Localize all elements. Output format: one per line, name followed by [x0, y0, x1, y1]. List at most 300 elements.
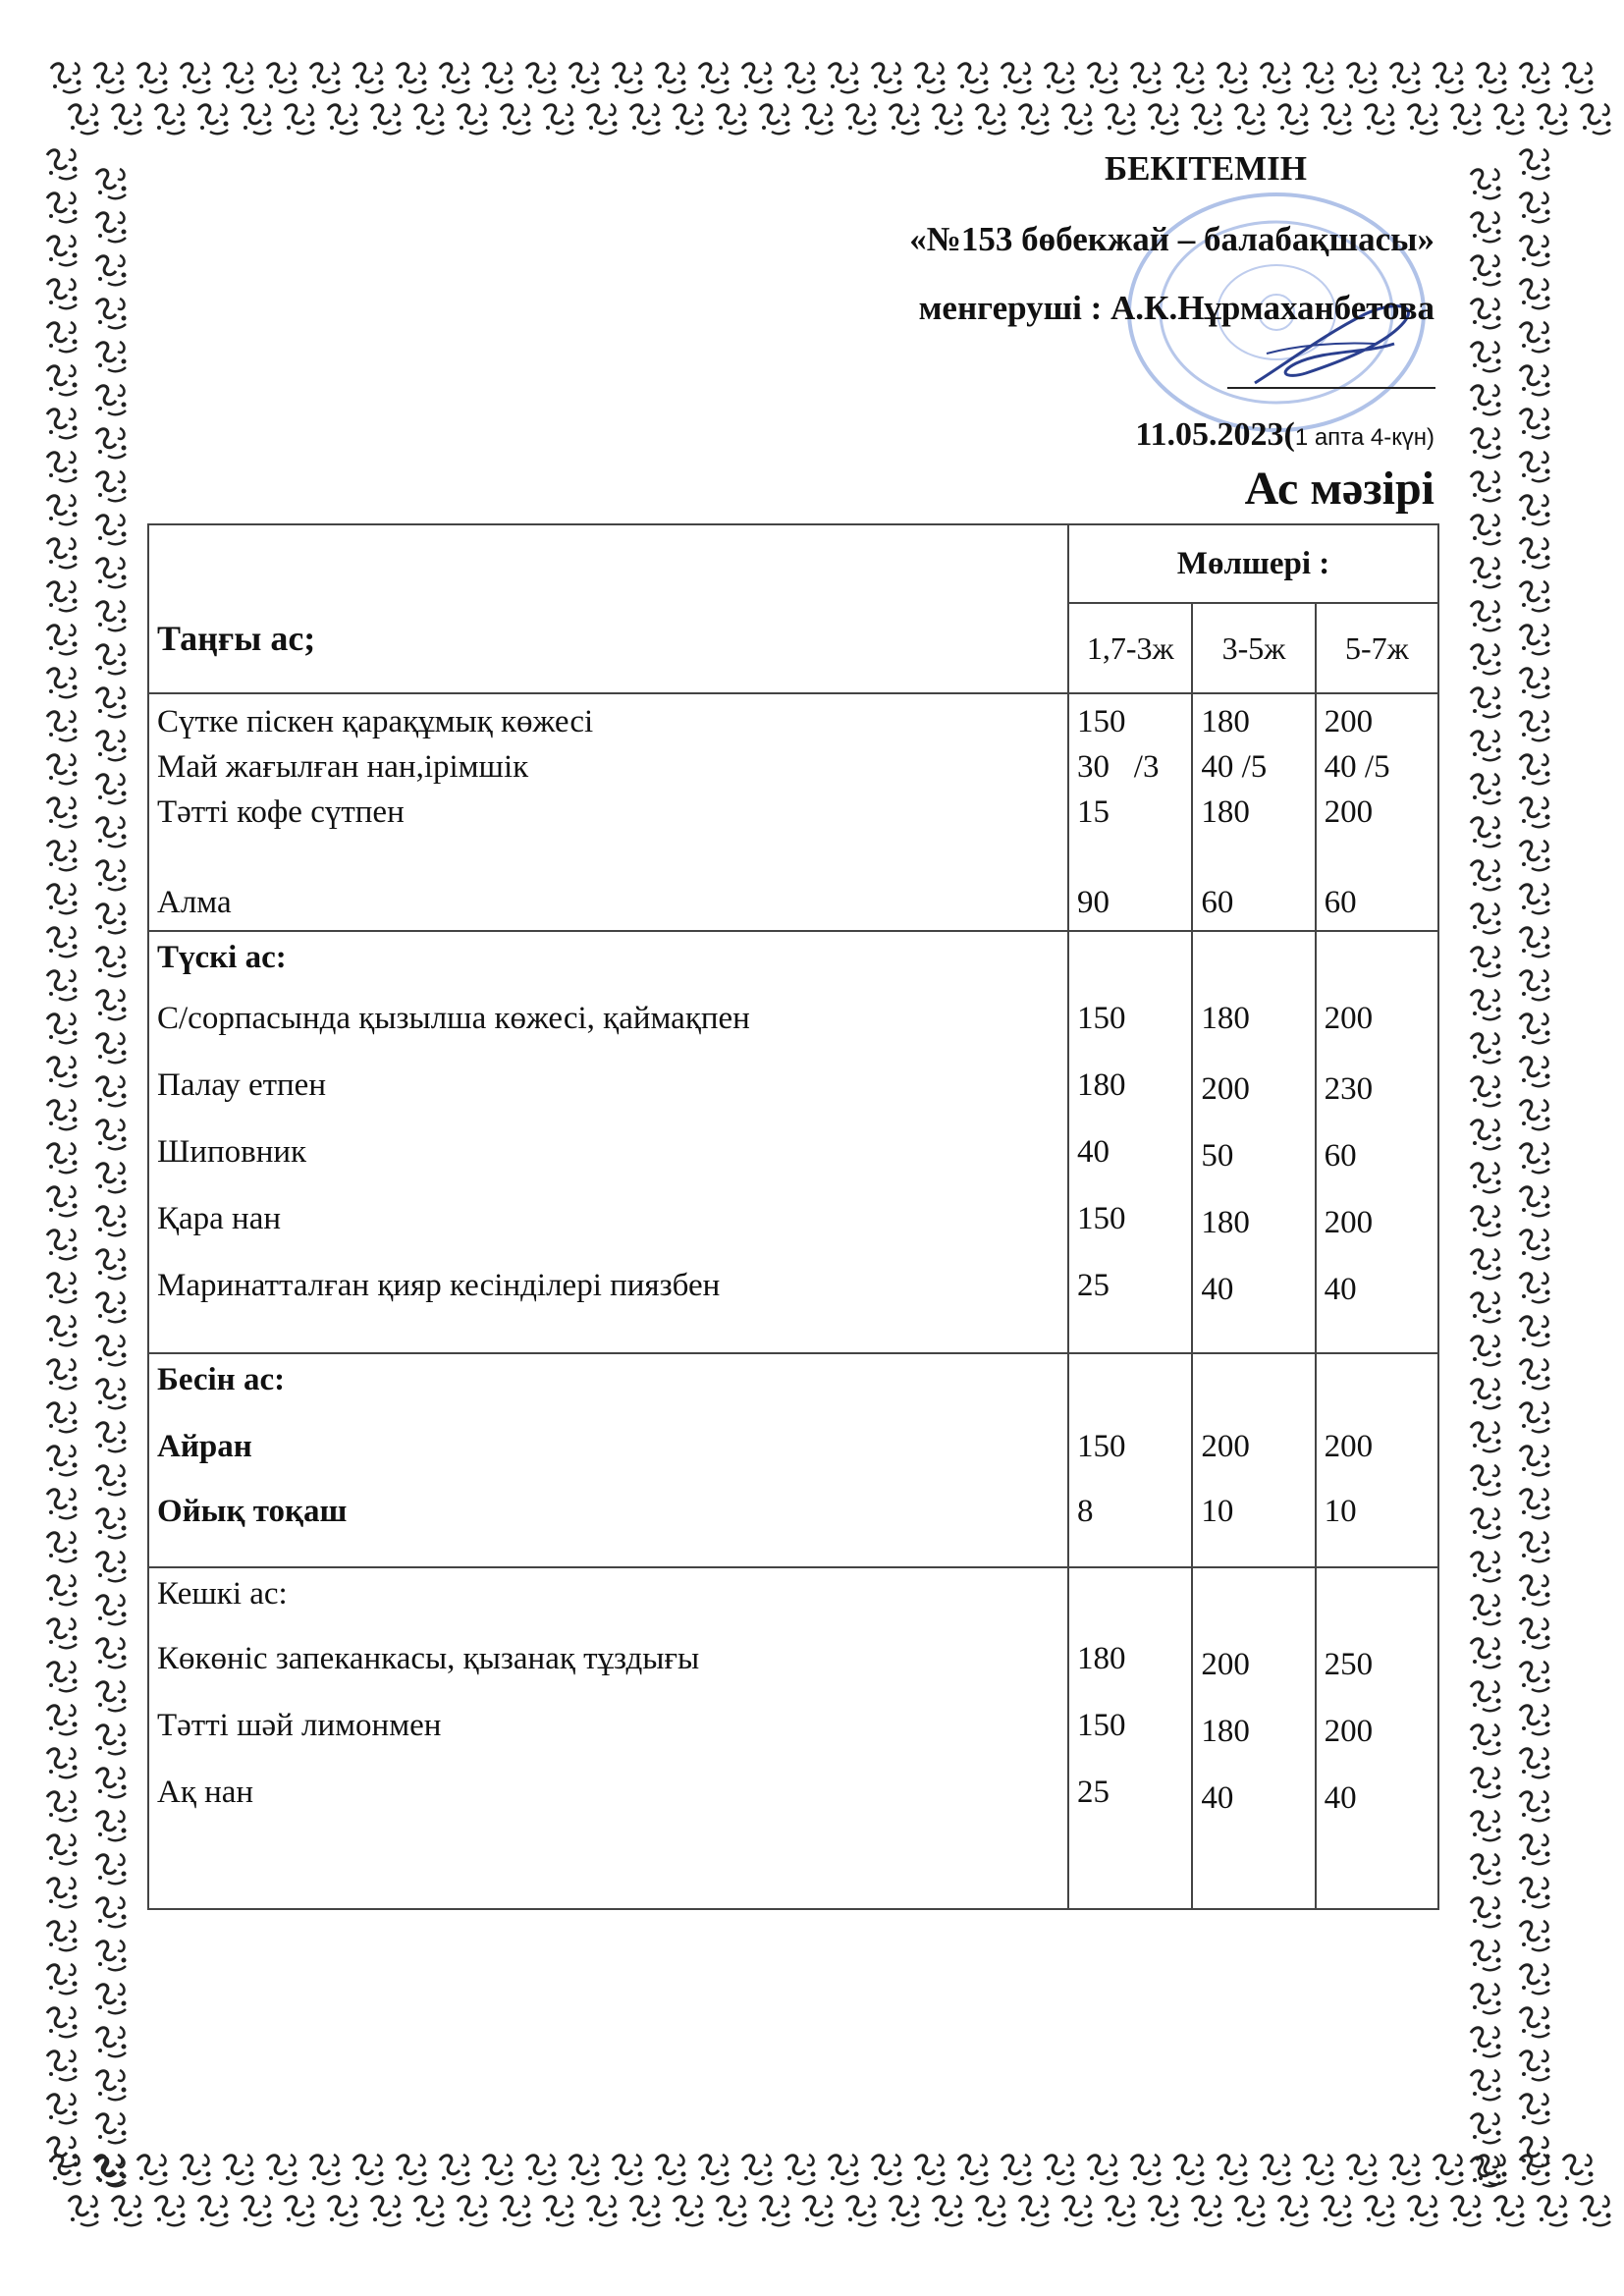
border-ornament: [1304, 2155, 1334, 2184]
border-ornament: [1062, 2196, 1093, 2225]
border-ornament: [1520, 1230, 1550, 1259]
age-group-2: 3-5ж: [1192, 603, 1315, 693]
border-ornament: [47, 1921, 78, 1950]
border-ornament: [155, 104, 186, 134]
border-ornament: [501, 2196, 531, 2225]
portion-value: 10: [1324, 1494, 1357, 1529]
border-ornament: [1192, 2196, 1222, 2225]
border-ornament: [1347, 2155, 1378, 2184]
border-ornament: [96, 687, 127, 717]
portion-value: 180: [1077, 1067, 1126, 1103]
lunch-item-name: Қара нан: [157, 1201, 282, 1236]
border-ornament: [1520, 841, 1550, 870]
breakfast-item-name: Тәтті кофе сүтпен: [157, 794, 405, 830]
border-ornament: [1520, 192, 1550, 222]
portion-header: Мөлшері :: [1068, 524, 1438, 603]
border-ornament: [397, 2155, 427, 2184]
border-ornament: [1520, 1013, 1550, 1043]
border-ornament: [51, 2155, 81, 2184]
border-ornament: [96, 1941, 127, 1970]
border-ornament: [1520, 1100, 1550, 1129]
border-ornament: [96, 2113, 127, 2143]
border-ornament: [656, 63, 686, 92]
approval-block: [909, 149, 1435, 328]
border-ornament: [587, 104, 618, 134]
border-ornament: [1477, 63, 1507, 92]
border-ornament: [1408, 2196, 1438, 2225]
border-ornament: [47, 1748, 78, 1777]
border-ornament: [47, 409, 78, 438]
border-ornament: [198, 104, 229, 134]
border-ornament: [1520, 1748, 1550, 1777]
border-ornament: [47, 1057, 78, 1086]
menu-date: [1135, 416, 1435, 454]
border-ornament: [630, 2196, 661, 2225]
border-ornament: [1471, 1422, 1501, 1451]
border-ornament: [1471, 385, 1501, 414]
lunch-values-age3: [1316, 931, 1438, 1353]
border-ornament: [483, 63, 514, 92]
border-ornament: [47, 236, 78, 265]
border-ornament: [181, 2155, 211, 2184]
border-ornament: [440, 63, 470, 92]
border-ornament: [1520, 2007, 1550, 2037]
border-ornament: [1471, 2027, 1501, 2056]
portion-value: 200: [1324, 794, 1374, 830]
border-ornament: [1471, 1724, 1501, 1754]
border-ornament: [47, 1186, 78, 1216]
border-ornament: [112, 104, 142, 134]
border-ornament: [96, 731, 127, 760]
border-ornament: [1390, 63, 1421, 92]
border-ornament: [1471, 1552, 1501, 1581]
border-ornament: [846, 104, 877, 134]
snack-section: [148, 1353, 1438, 1567]
border-ornament: [742, 2155, 773, 2184]
border-ornament: [458, 104, 488, 134]
border-ornament: [47, 192, 78, 222]
border-ornament: [1520, 1791, 1550, 1821]
border-ornament: [1520, 236, 1550, 265]
portion-value: 15: [1077, 794, 1110, 830]
border-ornament: [1192, 104, 1222, 134]
border-ornament: [96, 342, 127, 371]
breakfast-values-age2: [1192, 693, 1315, 931]
border-ornament: [96, 515, 127, 544]
border-ornament: [96, 1768, 127, 1797]
border-ornament: [526, 63, 557, 92]
border-ornament: [47, 1575, 78, 1605]
border-ornament: [328, 2196, 358, 2225]
border-ornament: [569, 63, 600, 92]
border-ornament: [96, 1465, 127, 1495]
border-ornament: [1520, 797, 1550, 827]
border-ornament: [47, 1273, 78, 1302]
border-ornament: [890, 104, 920, 134]
border-ornament: [96, 1422, 127, 1451]
border-ornament: [96, 1120, 127, 1149]
border-ornament: [96, 644, 127, 674]
border-ornament: [915, 2155, 946, 2184]
border-ornament: [96, 990, 127, 1019]
border-ornament: [1520, 279, 1550, 308]
border-ornament: [1520, 1402, 1550, 1432]
border-ornament: [1408, 104, 1438, 134]
border-ornament: [1520, 63, 1550, 92]
menu-table: [147, 523, 1439, 1910]
border-ornament: [526, 2155, 557, 2184]
border-ornament: [1471, 1595, 1501, 1624]
border-ornament: [1520, 1662, 1550, 1691]
border-ornament: [47, 495, 78, 524]
border-ornament: [699, 63, 730, 92]
border-ornament: [1520, 884, 1550, 913]
border-ornament: [1235, 104, 1266, 134]
border-ornament: [112, 2196, 142, 2225]
border-ornament: [96, 2070, 127, 2100]
border-ornament: [47, 1230, 78, 1259]
portion-value: 180: [1201, 1001, 1250, 1036]
border-ornament: [1471, 731, 1501, 760]
border-ornament: [872, 63, 902, 92]
border-ornament: [1520, 1532, 1550, 1561]
approval-heading: БЕКІТЕМІН: [1104, 149, 1307, 188]
border-ornament: [224, 63, 254, 92]
border-ornament: [1520, 1359, 1550, 1389]
border-ornament: [47, 2094, 78, 2123]
border-ornament: [96, 1811, 127, 1840]
breakfast-values-age3: [1316, 693, 1438, 931]
portion-value: 200: [1324, 1714, 1374, 1749]
portion-value: 150: [1077, 1429, 1126, 1464]
border-ornament: [1019, 104, 1050, 134]
border-ornament: [47, 581, 78, 611]
border-ornament: [1106, 2196, 1136, 2225]
border-ornament: [1174, 2155, 1205, 2184]
border-ornament: [1563, 2155, 1594, 2184]
breakfast-values-age1: [1068, 693, 1192, 931]
border-ornament: [1471, 1292, 1501, 1322]
border-ornament: [1520, 1446, 1550, 1475]
border-ornament: [47, 1705, 78, 1734]
border-ornament: [976, 104, 1006, 134]
border-ornament: [1520, 1489, 1550, 1518]
border-ornament: [1520, 365, 1550, 395]
border-ornament: [569, 2155, 600, 2184]
border-ornament: [47, 2007, 78, 2037]
border-ornament: [1019, 2196, 1050, 2225]
lunch-item-name: С/сорпасында қызылша көжесі, қаймақпен: [157, 1001, 750, 1036]
dinner-section: [148, 1567, 1438, 1909]
lunch-item-name: Маринатталған қияр кесінділері пиязбен: [157, 1268, 721, 1303]
border-ornament: [310, 63, 341, 92]
border-ornament: [1451, 104, 1482, 134]
border-ornament: [47, 322, 78, 352]
border-ornament: [371, 2196, 402, 2225]
border-ornament: [1520, 1878, 1550, 1907]
border-ornament: [1520, 711, 1550, 740]
border-ornament: [544, 104, 574, 134]
border-ornament: [803, 2196, 834, 2225]
border-ornament: [1278, 104, 1309, 134]
portion-value: 90: [1077, 885, 1110, 920]
border-ornament: [47, 754, 78, 784]
border-ornament: [96, 1681, 127, 1711]
border-ornament: [96, 558, 127, 587]
border-ornament: [47, 711, 78, 740]
border-ornament: [483, 2155, 514, 2184]
border-ornament: [803, 104, 834, 134]
portion-value: 40: [1324, 1780, 1357, 1816]
border-ornament: [1520, 2094, 1550, 2123]
border-ornament: [1471, 515, 1501, 544]
lunch-item-name: Палау етпен: [157, 1067, 326, 1103]
border-ornament: [1471, 1897, 1501, 1927]
border-ornament: [47, 625, 78, 654]
border-ornament: [47, 970, 78, 1000]
border-ornament: [414, 2196, 445, 2225]
border-ornament: [47, 1964, 78, 1994]
border-ornament: [96, 1897, 127, 1927]
table-header-row: [148, 524, 1438, 603]
border-ornament: [1149, 104, 1179, 134]
border-ornament: [96, 1163, 127, 1192]
border-ornament: [96, 1249, 127, 1279]
border-ornament: [310, 2155, 341, 2184]
border-ornament: [1520, 1273, 1550, 1302]
border-ornament: [1520, 1921, 1550, 1950]
border-ornament: [1434, 63, 1464, 92]
portion-value: 60: [1324, 885, 1357, 920]
border-ornament: [137, 63, 168, 92]
dinner-values-age3: [1316, 1567, 1438, 1909]
border-ornament: [933, 2196, 963, 2225]
border-ornament: [47, 927, 78, 957]
border-ornament: [1471, 1120, 1501, 1149]
date-value: 11.05.2023(: [1135, 416, 1295, 453]
portion-value: 60: [1201, 885, 1234, 920]
portion-value: 230: [1324, 1071, 1374, 1107]
portion-value: 200: [1324, 1205, 1374, 1240]
border-ornament: [1471, 169, 1501, 198]
border-ornament: [1471, 1379, 1501, 1408]
border-ornament: [51, 63, 81, 92]
border-ornament: [1494, 104, 1525, 134]
border-ornament: [1520, 452, 1550, 481]
border-ornament: [1471, 1768, 1501, 1797]
border-ornament: [1471, 947, 1501, 976]
border-ornament: [96, 1595, 127, 1624]
border-ornament: [1520, 970, 1550, 1000]
border-ornament: [1365, 104, 1395, 134]
border-ornament: [96, 817, 127, 847]
border-ornament: [96, 1076, 127, 1106]
border-ornament: [1520, 1316, 1550, 1345]
border-ornament: [1471, 1033, 1501, 1063]
border-ornament: [630, 104, 661, 134]
border-ornament: [1471, 342, 1501, 371]
border-ornament: [1471, 1465, 1501, 1495]
snack-names: [148, 1353, 1068, 1567]
border-ornament: [1149, 2196, 1179, 2225]
border-ornament: [1471, 990, 1501, 1019]
border-ornament: [1001, 2155, 1032, 2184]
breakfast-section: [148, 693, 1438, 931]
border-ornament: [1174, 63, 1205, 92]
snack-item-name: Айран: [157, 1429, 252, 1464]
border-ornament: [96, 1379, 127, 1408]
border-ornament: [1538, 104, 1568, 134]
border-ornament: [1218, 2155, 1248, 2184]
portion-value: 150: [1077, 1708, 1126, 1743]
border-ornament: [1088, 63, 1118, 92]
portion-value: 40 /5: [1324, 749, 1390, 785]
border-ornament: [353, 2155, 384, 2184]
week-day-note: 1 апта 4-күн): [1294, 424, 1435, 451]
breakfast-names: [148, 693, 1068, 931]
border-ornament: [1471, 1854, 1501, 1884]
border-ornament: [96, 1724, 127, 1754]
border-ornament: [1322, 2196, 1352, 2225]
portion-value: 200: [1324, 1001, 1374, 1036]
portion-value: 200: [1201, 1429, 1250, 1464]
border-ornament: [47, 279, 78, 308]
border-ornament: [1520, 1143, 1550, 1173]
border-ornament: [1520, 1057, 1550, 1086]
portion-value: 180: [1201, 1714, 1250, 1749]
border-ornament: [1106, 104, 1136, 134]
border-ornament: [267, 63, 298, 92]
dinner-values-age2: [1192, 1567, 1315, 1909]
border-ornament: [47, 1013, 78, 1043]
portion-value: 180: [1201, 704, 1250, 739]
border-ornament: [397, 63, 427, 92]
border-ornament: [1520, 409, 1550, 438]
border-ornament: [915, 63, 946, 92]
portion-value: 180: [1077, 1641, 1126, 1676]
border-ornament: [181, 63, 211, 92]
border-ornament: [1131, 2155, 1162, 2184]
border-ornament: [1471, 1941, 1501, 1970]
border-ornament: [717, 2196, 747, 2225]
border-ornament: [94, 63, 125, 92]
border-ornament: [1471, 1249, 1501, 1279]
institution-name: «№153 бөбекжай – балабақшасы»: [909, 220, 1435, 258]
border-ornament: [1538, 2196, 1568, 2225]
border-ornament: [1235, 2196, 1266, 2225]
border-ornament: [47, 1316, 78, 1345]
border-ornament: [1365, 2196, 1395, 2225]
dinner-names: [148, 1567, 1068, 1909]
border-ornament: [1471, 428, 1501, 458]
border-ornament: [47, 1359, 78, 1389]
portion-value: 25: [1077, 1775, 1110, 1810]
border-ornament: [96, 471, 127, 501]
border-ornament: [47, 1489, 78, 1518]
border-ornament: [1471, 774, 1501, 803]
border-ornament: [1045, 63, 1075, 92]
border-ornament: [829, 2155, 859, 2184]
breakfast-item-name: Май жағылған нан,ірімшік: [157, 749, 529, 785]
breakfast-item-name: Сүтке піскен қарақұмық көжесі: [157, 704, 594, 739]
border-ornament: [1471, 255, 1501, 285]
age-group-3: 5-7ж: [1316, 603, 1438, 693]
portion-value: 180: [1201, 794, 1250, 830]
border-ornament: [1520, 2137, 1550, 2166]
border-ornament: [96, 903, 127, 933]
snack-values-age3: [1316, 1353, 1438, 1567]
border-ornament: [96, 860, 127, 890]
portion-value: 40: [1201, 1780, 1234, 1816]
border-ornament: [1581, 2196, 1611, 2225]
border-ornament: [1471, 471, 1501, 501]
portion-value: 180: [1201, 1205, 1250, 1240]
border-ornament: [69, 104, 99, 134]
border-ornament: [1471, 817, 1501, 847]
dinner-title: Кешкі ас:: [157, 1576, 288, 1612]
border-ornament: [1451, 2196, 1482, 2225]
border-ornament: [1304, 63, 1334, 92]
border-ornament: [96, 1508, 127, 1538]
border-ornament: [267, 2155, 298, 2184]
border-ornament: [1471, 1811, 1501, 1840]
meal-header-breakfast: Таңғы ас;: [148, 524, 1068, 693]
border-ornament: [1471, 1984, 1501, 2013]
portion-value: 40: [1077, 1134, 1110, 1170]
border-ornament: [1520, 625, 1550, 654]
border-ornament: [1390, 2155, 1421, 2184]
border-ornament: [1520, 1186, 1550, 1216]
border-ornament: [1494, 2196, 1525, 2225]
border-ornament: [785, 2155, 816, 2184]
page-title: Ас мәзірі: [1244, 463, 1435, 515]
border-ornament: [96, 1336, 127, 1365]
border-ornament: [785, 63, 816, 92]
border-ornament: [674, 104, 704, 134]
border-ornament: [47, 1100, 78, 1129]
border-ornament: [1471, 2070, 1501, 2100]
border-ornament: [96, 1292, 127, 1322]
border-ornament: [328, 104, 358, 134]
border-ornament: [96, 1984, 127, 2013]
portion-value: 150: [1077, 1001, 1126, 1036]
border-ornament: [47, 1446, 78, 1475]
border-ornament: [47, 365, 78, 395]
border-ornament: [1471, 644, 1501, 674]
border-ornament: [717, 104, 747, 134]
portion-value: 250: [1324, 1647, 1374, 1682]
portion-value: 50: [1201, 1138, 1234, 1174]
border-ornament: [47, 1532, 78, 1561]
border-ornament: [1471, 2113, 1501, 2143]
border-ornament: [760, 104, 790, 134]
border-ornament: [1471, 1638, 1501, 1667]
border-ornament: [47, 538, 78, 568]
border-ornament: [1001, 63, 1032, 92]
border-ornament: [1563, 63, 1594, 92]
border-ornament: [1471, 1681, 1501, 1711]
border-ornament: [1322, 104, 1352, 134]
border-ornament: [458, 2196, 488, 2225]
border-ornament: [96, 1033, 127, 1063]
border-ornament: [224, 2155, 254, 2184]
border-ornament: [47, 452, 78, 481]
border-ornament: [1520, 581, 1550, 611]
border-ornament: [1261, 63, 1291, 92]
border-ornament: [958, 2155, 989, 2184]
border-ornament: [1131, 63, 1162, 92]
manager-name: менгеруші : А.К.Нұрмаханбетова: [918, 289, 1435, 327]
